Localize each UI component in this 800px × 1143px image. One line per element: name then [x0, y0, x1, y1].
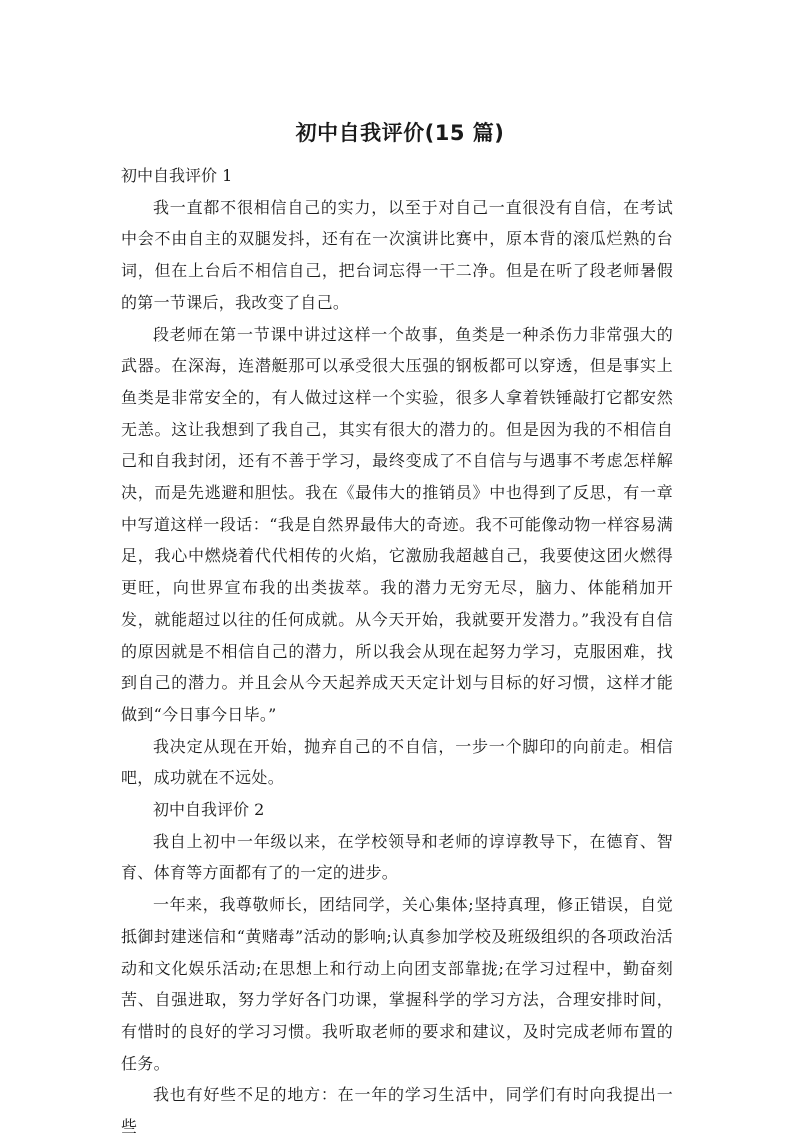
section-heading-1: 初中自我评价 1 — [121, 166, 233, 185]
paragraph: 段老师在第一节课中讲过这样一个故事，鱼类是一种杀伤力非常强大的武器。在深海，连潜艇那可以承受很大压强的钢板都可以穿透，但是事实上鱼类是非常安全的，有人做过这样一个实验，很多人拿着铁锤敲打它都安然无恙。这让我想到了我自己，其实有很大的潜力的。但是因为我的不相信自己和自我封闭，还有不善于学习，最终变成了不自信与与遇事不考虑怎样解决，而是先逃避和胆怯。我在《最伟大的推销员》中也得到了反思，有一章中写道这样一段话：“我是自然界最伟大的奇迹。我不可能像动物一样容易满足，我心中燃烧着代代相传的火焰，它激励我超越自己，我要使这团火燃得更旺，向世界宣布我的出类拔萃。我的潜力无穷无尽，脑力、体能稍加开发，就能超过以往的任何成就。从今天开始，我就要开发潜力。”我没有自信的原因就是不相信自己的潜力，所以我会从现在起努力学习，克服困难，找到自己的潜力。并且会从今天起养成天天定计划与目标的好习惯，这样才能做到“今日事今日毕。” — [121, 324, 673, 724]
paragraph: 我自上初中一年级以来，在学校领导和老师的谆谆教导下，在德育、智育、体育等方面都有了的一定的进步。 — [121, 831, 673, 883]
document-body — [121, 160, 673, 1143]
document-title: 初中自我评价(15 篇) — [295, 121, 505, 145]
paragraph: 一年来，我尊敬师长，团结同学，关心集体;坚持真理，修正错误，自觉抵御封建迷信和“黄赌毒”活动的影响;认真参加学校及班级组织的各项政治活动和文化娱乐活动;在思想上和行动上向团支部靠拢;在学习过程中，勤奋刻苦、自强进取，努力学好各门功课，掌握科学的学习方法，合理安排时间，有惜时的良好的学习习惯。我听取老师的要求和建议，及时完成老师布置的任务。 — [121, 895, 673, 1073]
paragraph: 我也有好些不足的地方：在一年的学习生活中，同学们有时向我提出一些 — [121, 1085, 673, 1137]
paragraph: 我一直都不很相信自己的实力，以至于对自己一直很没有自信，在考试中会不由自主的双腿发抖，还有在一次演讲比赛中，原本背的滚瓜烂熟的台词，但在上台后不相信自己，把台词忘得一干二净。但是在听了段老师暑假的第一节课后，我改变了自己。 — [121, 197, 673, 312]
paragraph: 我决定从现在开始，抛弃自己的不自信，一步一个脚印的向前走。相信吧，成功就在不远处。 — [121, 736, 673, 788]
section-heading-2: 初中自我评价 2 — [153, 800, 265, 820]
